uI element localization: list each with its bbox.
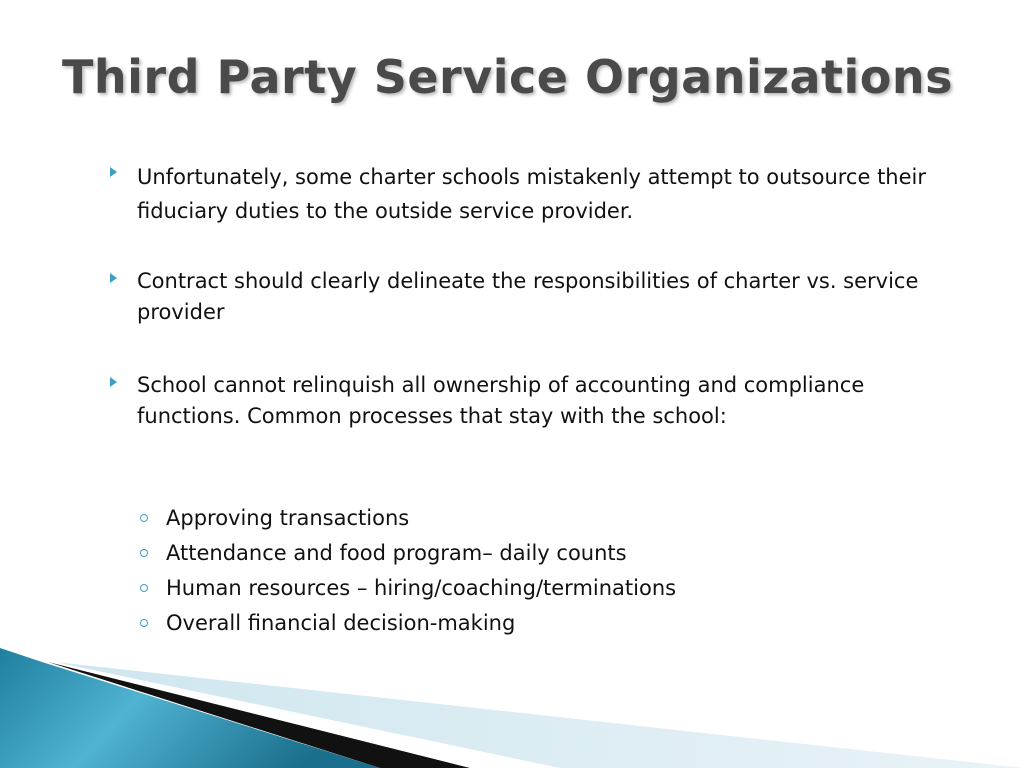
bullet-text: Unfortunately, some charter schools mistakenly attempt to outsource their fiduciary duties to the outside service provider. bbox=[137, 165, 927, 223]
sub-bullet-text: Overall financial decision-making bbox=[166, 611, 516, 635]
sub-bullet-text: Approving transactions bbox=[166, 506, 410, 530]
bullet-text: School cannot relinquish all ownership of accounting and compliance functions. Common processes that stay with the school: bbox=[137, 373, 865, 428]
sub-bullet-text: Human resources – hiring/coaching/terminations bbox=[166, 576, 677, 600]
bullet-text: Contract should clearly delineate the responsibilities of charter vs. service provider bbox=[137, 269, 919, 324]
slide-title: Third Party Service Organizations bbox=[62, 50, 954, 104]
sub-bullet-text: Attendance and food program– daily counts bbox=[166, 541, 627, 565]
